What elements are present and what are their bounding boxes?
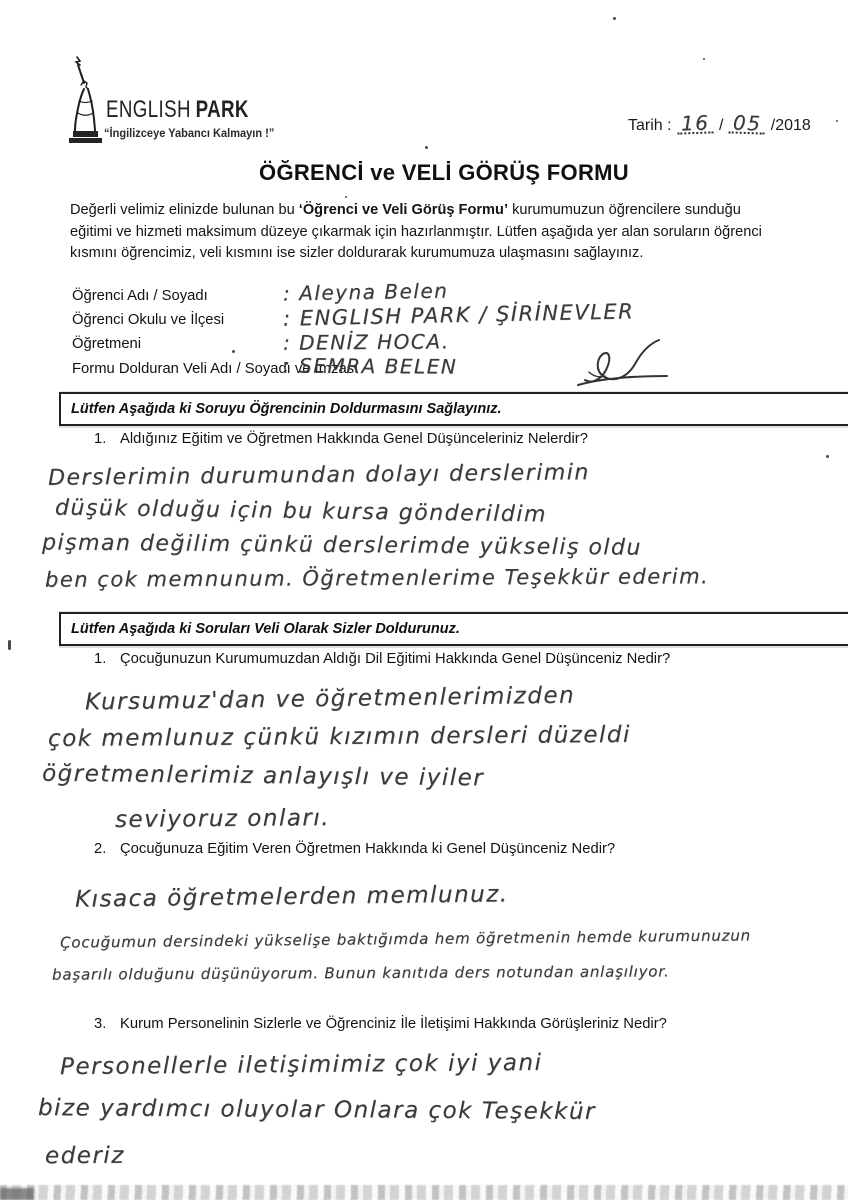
brand-name (106, 96, 249, 124)
parent-answer-1-line: Kursumuz'dan ve öğretmenlerimizden (84, 682, 576, 716)
brand-regular: ENGLISH (106, 96, 191, 123)
parent-question-1 (94, 651, 670, 667)
parent-answer-3-line: Personellerle iletişimimiz çok iyi yani (59, 1049, 543, 1081)
date-month-handwritten: 05 (729, 113, 766, 134)
scan-speck (703, 58, 705, 60)
parent-question-1-text: Çocuğunuzun Kurumumuzdan Aldığı Dil Eğitimi Hakkında Genel Düşünceniz Nedir? (120, 651, 671, 667)
scan-speck (425, 146, 428, 149)
student-answer-line: düşük olduğu için bu kursa gönderildim (54, 495, 548, 528)
date-year: /2018 (770, 117, 811, 134)
scan-speck (345, 196, 347, 198)
scan-speck (836, 120, 838, 122)
parent-answer-1-line: çok memlunuz çünkü kızımın dersleri düzeldi (47, 721, 631, 753)
intro-paragraph (70, 200, 786, 265)
date-day-handwritten: 16 (677, 113, 714, 134)
brand-tagline: “İngilizceye Yabancı Kalmayın !” (104, 126, 275, 140)
intro-bold-form-name: ‘Öğrenci ve Veli Görüş Formu’ (298, 202, 509, 218)
parent-answer-3-line: ederiz (44, 1142, 125, 1170)
parent-answer-3-line: bize yardımcı oluyolar Onlara çok Teşekkür (37, 1095, 597, 1125)
student-answer-line: Derslerimin durumundan dolayı derslerimin (47, 460, 590, 491)
parent-question-3-number: 3. (94, 1016, 107, 1032)
scan-speck (613, 17, 616, 20)
form-title: ÖĞRENCİ ve VELİ GÖRÜŞ FORMU (259, 160, 629, 185)
student-answer-line: pişman değilim çünkü derslerimde yükseliş oldu (41, 530, 642, 561)
field-value-parent-name: : SEMRA BELEN (282, 353, 458, 379)
student-section-header: Lütfen Aşağıda ki Soruyu Öğrencinin Doldurmasını Sağlayınız. (59, 392, 848, 426)
parent-answer-1-line: öğretmenlerimiz anlayışlı ve iyiler (41, 760, 485, 792)
parent-answer-1-line: seviyoruz onları. (114, 805, 331, 833)
parent-question-2 (94, 841, 615, 857)
parent-question-1-number: 1. (94, 651, 107, 667)
student-question-1 (94, 431, 588, 447)
date-label: Tarih : (628, 117, 672, 134)
parent-answer-2-line: Çocuğumun dersindeki yükselişe baktığımda hem öğretmenin hemde kurumunuzun (59, 926, 752, 952)
parent-section-header: Lütfen Aşağıda ki Soruları Veli Olarak Sizler Doldurunuz. (59, 612, 848, 646)
parent-answer-2-line: başarılı olduğunu düşünüyorum. Bunun kanıtıda ders notundan anlaşılıyor. (51, 962, 670, 984)
intro-text-end: kurumumuzun öğrencilere sunduğu eğitimi ve hizmeti maksimum düzeye çıkarmak için hazırlanmıştır. Lütfen aşağıda yer alan soruların öğrenci kısmını öğrencimiz, veli kısmını ise sizler doldurarak kurumumuza ulaşmasını sağlayınız. (70, 202, 762, 261)
scan-speck (8, 640, 11, 650)
parent-question-3 (94, 1016, 667, 1032)
parent-answer-2-line: Kısaca öğretmelerden memlunuz. (74, 881, 509, 913)
field-value-student-name: : Aleyna Belen (282, 278, 449, 306)
field-value-teacher: : DENİZ HOCA. (282, 329, 450, 355)
statue-of-liberty-icon (66, 53, 106, 145)
scan-speck (232, 350, 235, 353)
date-separator: / (718, 117, 724, 134)
parent-question-2-number: 2. (94, 841, 107, 857)
scan-edge-smudge (0, 1188, 34, 1200)
signature-scribble (575, 336, 671, 392)
date-field (628, 110, 811, 136)
scan-noise-band (0, 1185, 848, 1200)
brand-bold: PARK (195, 96, 249, 123)
student-question-1-text: Aldığınız Eğitim ve Öğretmen Hakkında Genel Düşünceleriniz Nelerdir? (120, 431, 588, 447)
field-label-student-name: Öğrenci Adı / Soyadı (72, 288, 208, 304)
student-answer-line: ben çok memnunum. Öğretmenlerime Teşekkür ederim. (44, 564, 710, 592)
field-value-school-district: : ENGLISH PARK / ŞİRİNEVLER (282, 299, 635, 331)
student-question-1-number: 1. (94, 431, 107, 447)
parent-question-3-text: Kurum Personelinin Sizlerle ve Öğrenciniz İle İletişimi Hakkında Görüşleriniz Nedir? (120, 1016, 667, 1032)
parent-question-2-text: Çocuğunuza Eğitim Veren Öğretmen Hakkında ki Genel Düşünceniz Nedir? (120, 841, 616, 857)
scan-speck (826, 455, 829, 458)
field-label-teacher: Öğretmeni (72, 336, 142, 352)
field-label-school-district: Öğrenci Okulu ve İlçesi (72, 312, 225, 328)
field-label-parent-name-signature: Formu Dolduran Veli Adı / Soyadı ve İmzası (72, 361, 359, 377)
intro-text-start: Değerli velimiz elinizde bulunan bu (70, 202, 299, 218)
